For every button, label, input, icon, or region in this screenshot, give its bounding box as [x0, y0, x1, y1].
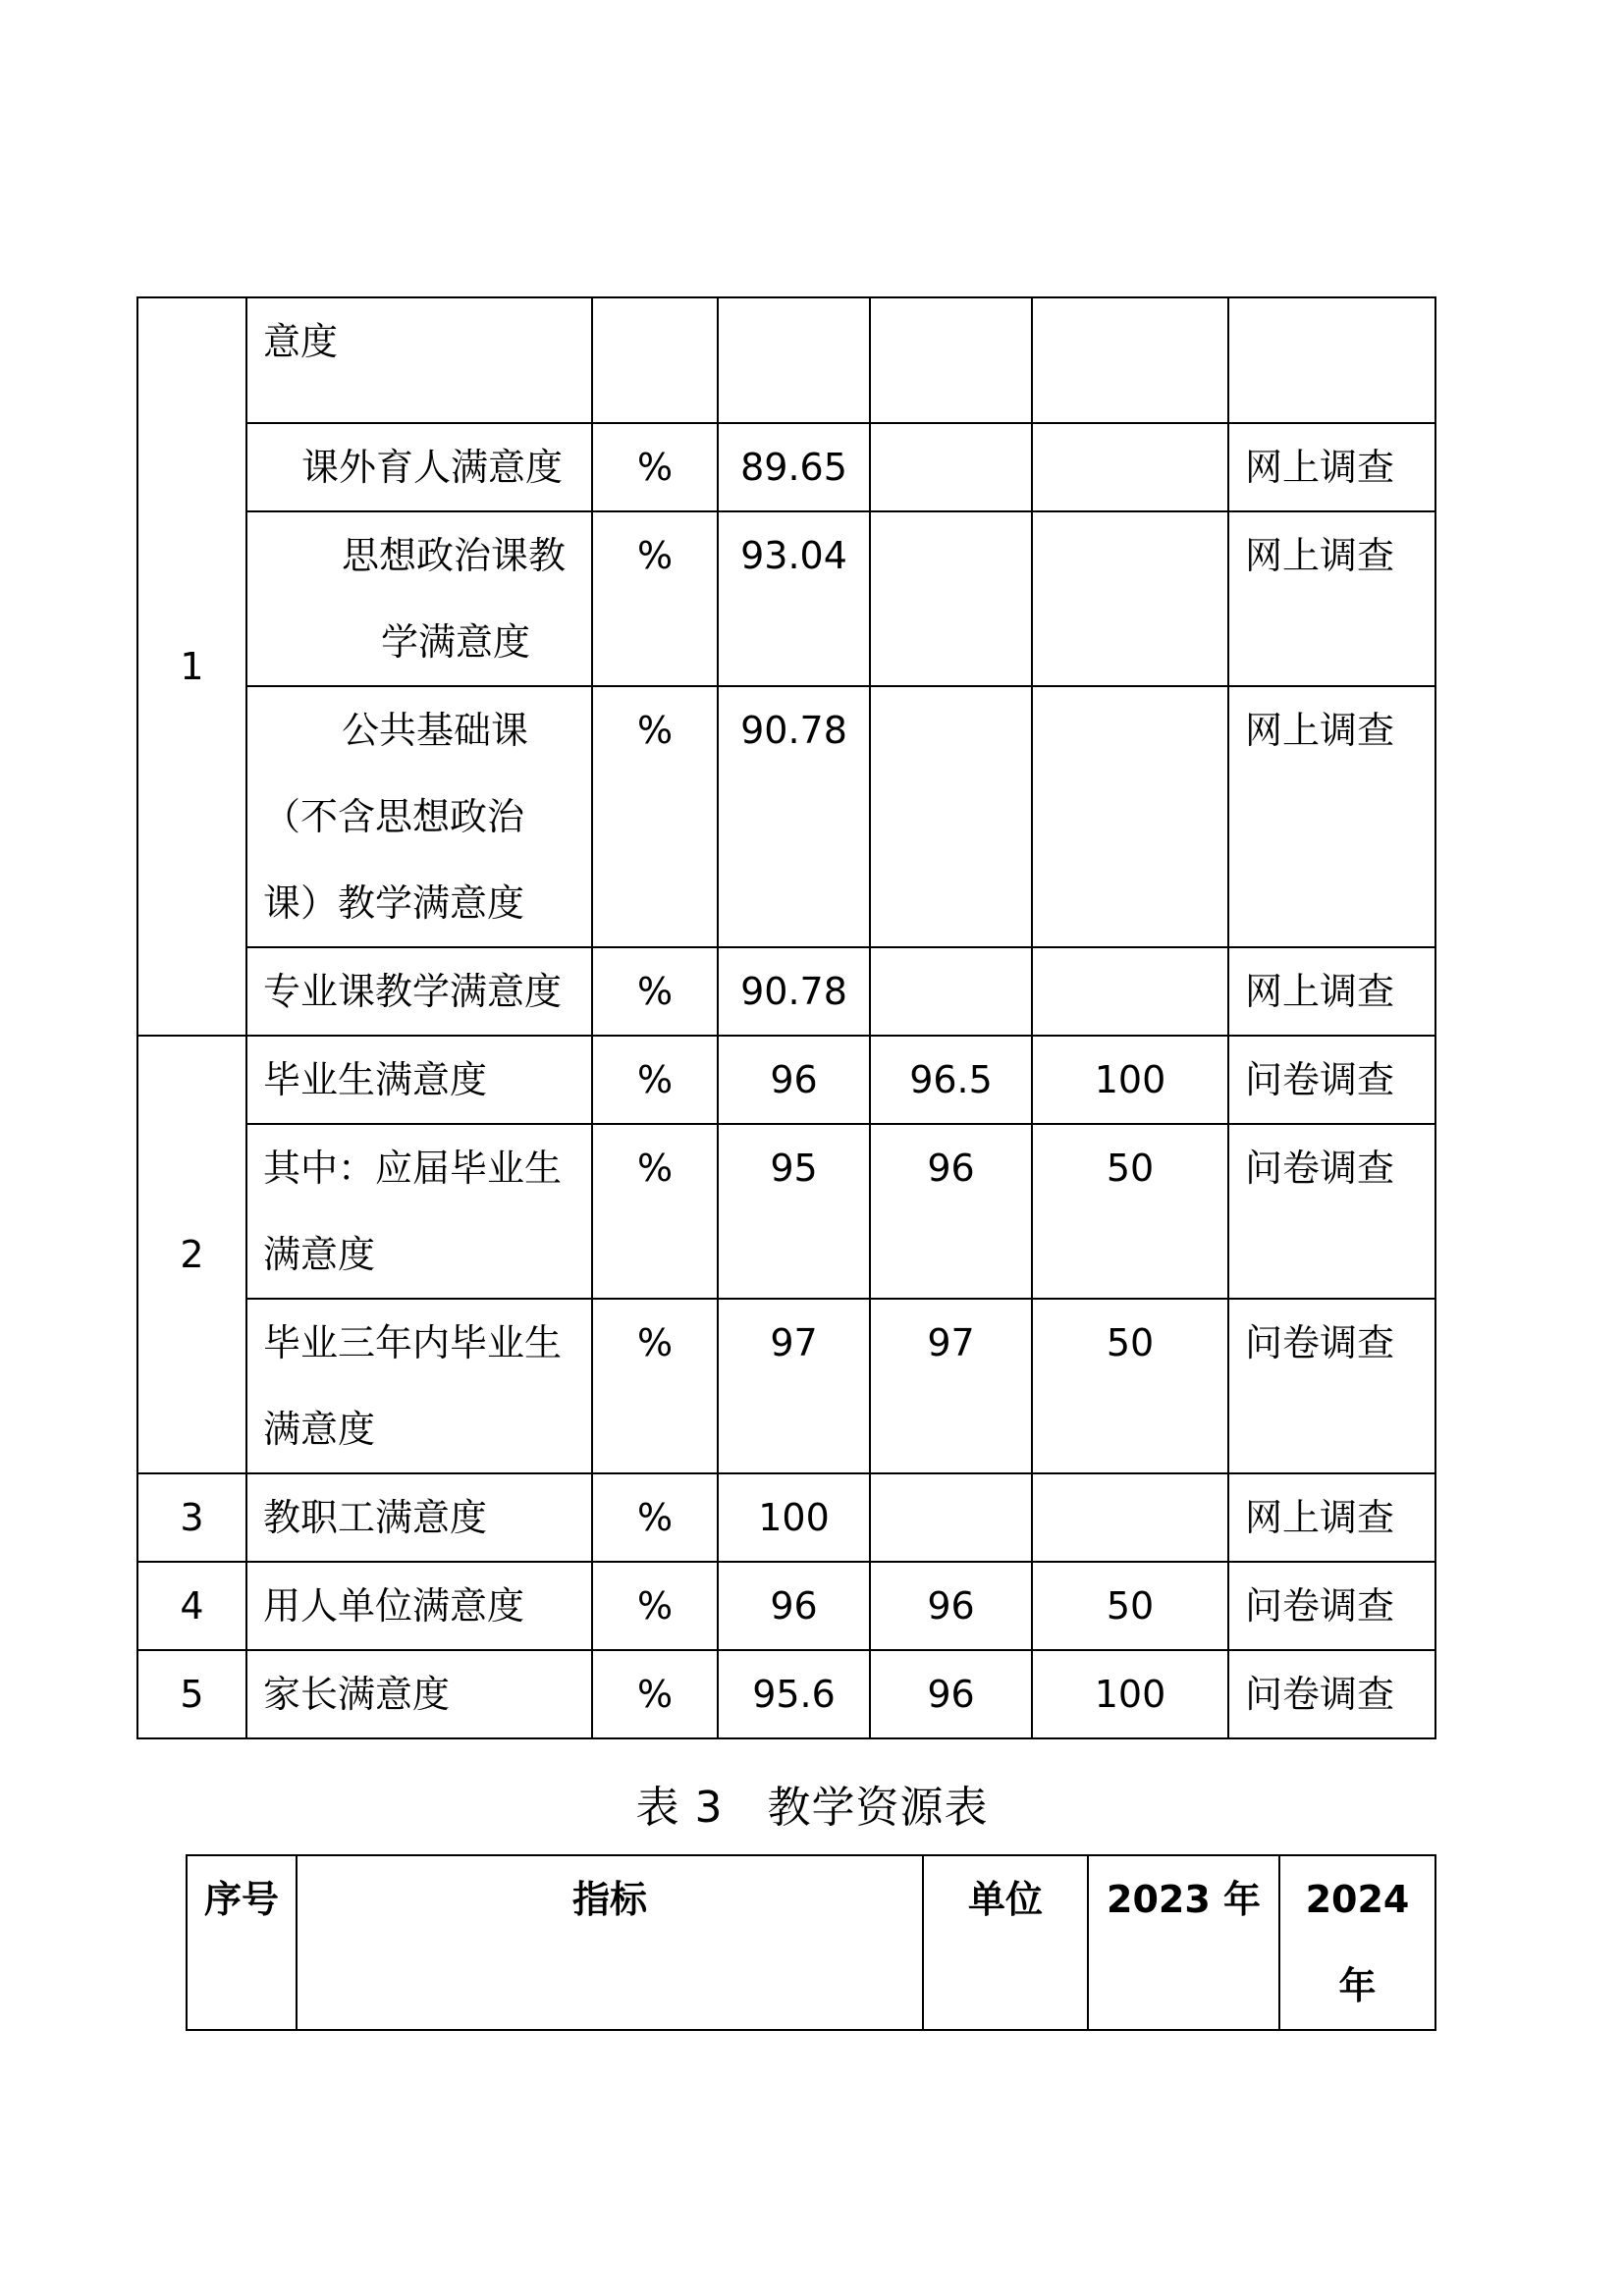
indicator-line: （不含思想政治	[263, 795, 525, 838]
score-cell: 100	[1032, 1650, 1228, 1738]
score-cell: 100	[1032, 1036, 1228, 1124]
header-2024	[1279, 1855, 1435, 2030]
value-2024-cell	[870, 1473, 1032, 1562]
method-cell: 问卷调查	[1228, 1562, 1435, 1650]
unit-cell: %	[592, 1299, 718, 1473]
value-2024-cell	[870, 423, 1032, 511]
indicator-line: 课外育人满意度	[301, 446, 564, 489]
indicator-cell	[246, 1036, 592, 1124]
table-row	[137, 1562, 1435, 1650]
score-cell: 50	[1032, 1299, 1228, 1473]
seq-cell: 4	[137, 1562, 246, 1650]
indicator-line: 思想政治课教	[342, 534, 567, 577]
table-row	[137, 947, 1435, 1036]
header-seq: 序号	[187, 1855, 297, 2030]
method-cell: 网上调查	[1228, 686, 1435, 947]
teaching-resources-table	[186, 1854, 1436, 2031]
score-cell: 50	[1032, 1124, 1228, 1299]
score-cell	[1032, 511, 1228, 686]
value-2024-cell	[870, 686, 1032, 947]
score-cell	[1032, 947, 1228, 1036]
table-row	[137, 1650, 1435, 1738]
method-cell: 网上调查	[1228, 1473, 1435, 1562]
indicator-line: 专业课教学满意度	[263, 970, 563, 1013]
unit-cell: %	[592, 1650, 718, 1738]
indicator-line: 用人单位满意度	[263, 1584, 525, 1628]
indicator-line: 公共基础课	[342, 709, 529, 752]
seq-cell: 3	[137, 1473, 246, 1562]
value-2024-cell: 96.5	[870, 1036, 1032, 1124]
method-cell: 网上调查	[1228, 423, 1435, 511]
value-2023-cell: 93.04	[718, 511, 870, 686]
indicator-cell	[246, 423, 592, 511]
unit-cell: %	[592, 1473, 718, 1562]
value-2023-cell: 96	[718, 1562, 870, 1650]
method-cell: 问卷调查	[1228, 1650, 1435, 1738]
value-2023-cell: 97	[718, 1299, 870, 1473]
method-cell	[1228, 297, 1435, 423]
method-cell: 问卷调查	[1228, 1299, 1435, 1473]
table-row	[137, 1124, 1435, 1299]
indicator-line: 家长满意度	[263, 1673, 451, 1716]
indicator-line: 其中：应届毕业生	[263, 1147, 563, 1190]
indicator-cell	[246, 297, 592, 423]
table-row	[137, 423, 1435, 511]
score-cell	[1032, 686, 1228, 947]
indicator-cell	[246, 1299, 592, 1473]
unit-cell: %	[592, 1562, 718, 1650]
indicator-cell	[246, 1473, 592, 1562]
value-2024-cell	[870, 297, 1032, 423]
method-cell: 问卷调查	[1228, 1036, 1435, 1124]
value-2024-cell: 96	[870, 1562, 1032, 1650]
table-row	[137, 1036, 1435, 1124]
value-2024-cell	[870, 947, 1032, 1036]
method-cell: 问卷调查	[1228, 1124, 1435, 1299]
table-row	[137, 686, 1435, 947]
value-2024-cell: 97	[870, 1299, 1032, 1473]
method-cell: 网上调查	[1228, 511, 1435, 686]
score-cell	[1032, 297, 1228, 423]
seq-cell: 5	[137, 1650, 246, 1738]
value-2023-cell: 90.78	[718, 947, 870, 1036]
satisfaction-table	[136, 296, 1436, 1739]
indicator-line: 毕业生满意度	[263, 1058, 488, 1101]
seq-cell: 1	[137, 297, 246, 1036]
unit-cell	[592, 297, 718, 423]
unit-cell: %	[592, 686, 718, 947]
indicator-line: 教职工满意度	[263, 1496, 488, 1539]
unit-cell: %	[592, 947, 718, 1036]
unit-cell: %	[592, 1036, 718, 1124]
indicator-cell	[246, 1562, 592, 1650]
unit-cell: %	[592, 423, 718, 511]
indicator-cell	[246, 1650, 592, 1738]
value-2024-cell	[870, 511, 1032, 686]
score-cell: 50	[1032, 1562, 1228, 1650]
header-unit: 单位	[923, 1855, 1088, 2030]
value-2023-cell: 100	[718, 1473, 870, 1562]
indicator-line: 满意度	[263, 1408, 376, 1451]
indicator-line: 意度	[263, 320, 339, 363]
method-cell: 网上调查	[1228, 947, 1435, 1036]
value-2023-cell: 89.65	[718, 423, 870, 511]
score-cell	[1032, 1473, 1228, 1562]
table-row	[137, 1473, 1435, 1562]
indicator-cell	[246, 686, 592, 947]
value-2023-cell: 95.6	[718, 1650, 870, 1738]
table-row	[137, 297, 1435, 423]
indicator-cell	[246, 1124, 592, 1299]
indicator-line: 学满意度	[381, 620, 531, 664]
indicator-line: 课）教学满意度	[263, 881, 525, 925]
unit-cell: %	[592, 511, 718, 686]
indicator-cell	[246, 947, 592, 1036]
indicator-cell	[246, 511, 592, 686]
seq-cell: 2	[137, 1036, 246, 1473]
header-2023: 2023 年	[1088, 1855, 1279, 2030]
value-2024-cell: 96	[870, 1124, 1032, 1299]
table-row	[137, 1299, 1435, 1473]
indicator-line: 满意度	[263, 1233, 376, 1276]
indicator-line: 毕业三年内毕业生	[263, 1321, 563, 1364]
table-row	[137, 511, 1435, 686]
value-2023-cell	[718, 297, 870, 423]
score-cell	[1032, 423, 1228, 511]
value-2023-cell: 95	[718, 1124, 870, 1299]
header-indicator: 指标	[297, 1855, 923, 2030]
header-2024-line: 2024	[1305, 1878, 1410, 1921]
unit-cell: %	[592, 1124, 718, 1299]
value-2024-cell: 96	[870, 1650, 1032, 1738]
table-caption: 表 3 教学资源表	[635, 1783, 989, 1833]
table-header-row	[187, 1855, 1435, 2030]
value-2023-cell: 90.78	[718, 686, 870, 947]
value-2023-cell: 96	[718, 1036, 870, 1124]
header-2024-line: 年	[1338, 1964, 1377, 2007]
